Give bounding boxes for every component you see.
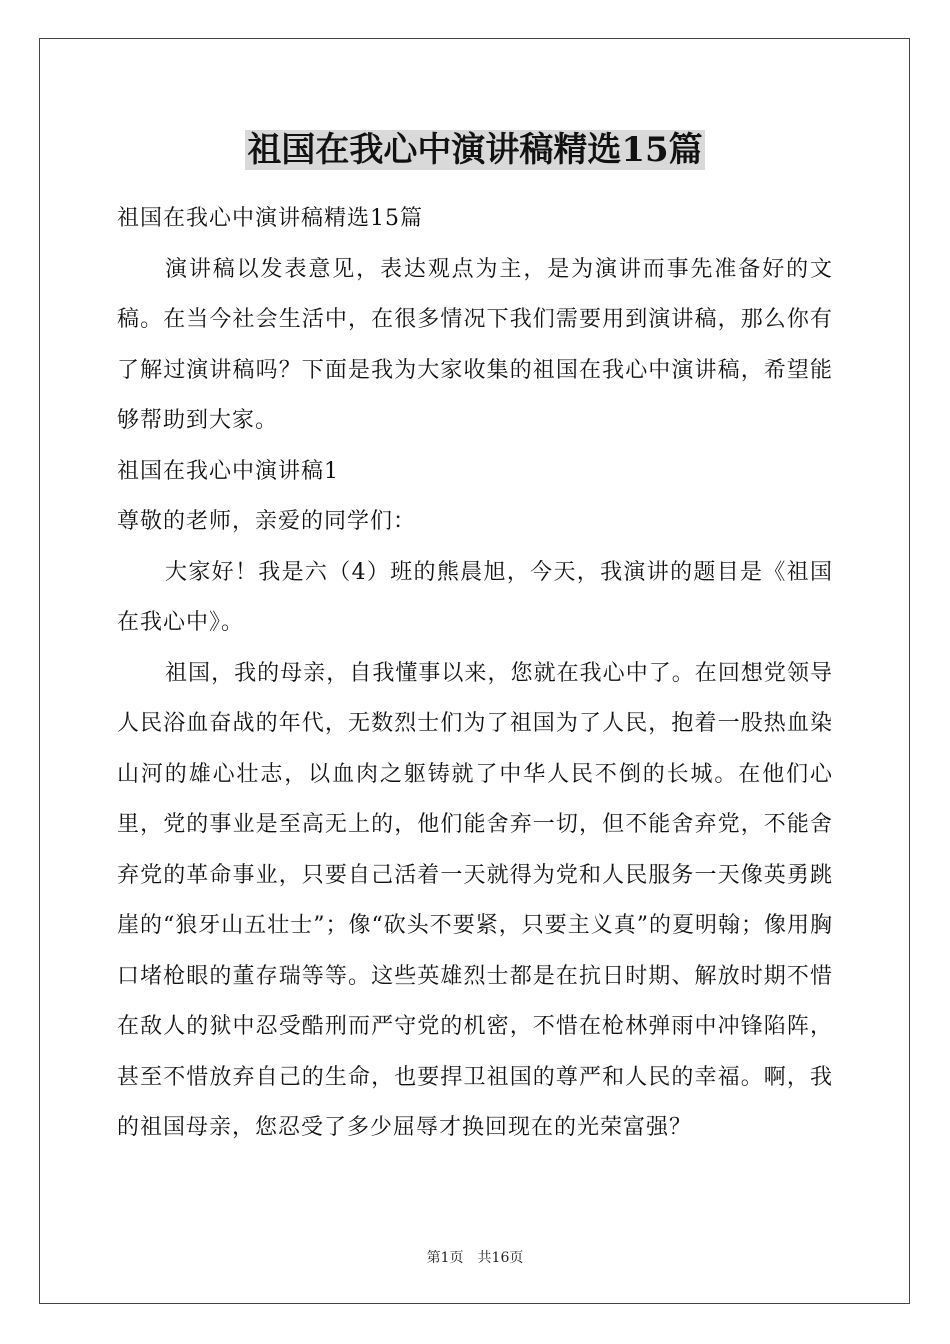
section-heading: 祖国在我心中演讲稿1 (117, 458, 339, 484)
paragraph-body: 祖国，我的母亲，自我懂事以来，您就在我心中了。在回想党领导人民浴血奋战的年代，无数烈士们为了祖国为了人民，抱着一股热血染山河的雄心壮志，以血肉之躯铸就了中华人民不倒的长城。在他们心里，党的事业是至高无上的，他们能舍弃一切，但不能舍弃党，不能舍弃党的革命事业，只要自己活着一天就得为党和人民服务一天像英勇跳崖的“狼牙山五壮士”；像“砍头不要紧，只要主义真”的夏明翰；像用胸口堵枪眼的董存瑞等等。这些英雄烈士都是在抗日时期、解放时期不惜在敌人的狱中忍受酷刑而严守党的机密，不惜在枪林弹雨中冲锋陷阵，甚至不惜放弃自己的生命，也要捍卫祖国的尊严和人民的幸福。啊，我的祖国母亲，您忍受了多少屈辱才换回现在的光荣富强？ (117, 660, 833, 1140)
paragraph-intro: 演讲稿以发表意见，表达观点为主，是为演讲而事先准备好的文稿。在当今社会生活中，在很多情况下我们需要用到演讲稿，那么你有了解过演讲稿吗？下面是我为大家收集的祖国在我心中演讲稿，希望能够帮助到大家。 (117, 256, 833, 433)
document-body (117, 124, 833, 1154)
document-title (117, 124, 833, 176)
paragraph-salutation: 尊敬的老师，亲爱的同学们： (117, 509, 417, 534)
paragraph-greeting: 大家好！我是六（4）班的熊晨旭，今天，我演讲的题目是《祖国在我心中》。 (117, 559, 833, 635)
paragraph-subtitle: 祖国在我心中演讲稿精选15篇 (117, 206, 423, 231)
page-footer: 第1页 共16页 (426, 1250, 524, 1266)
document-title-text: 祖国在我心中演讲稿精选15篇 (247, 130, 703, 170)
